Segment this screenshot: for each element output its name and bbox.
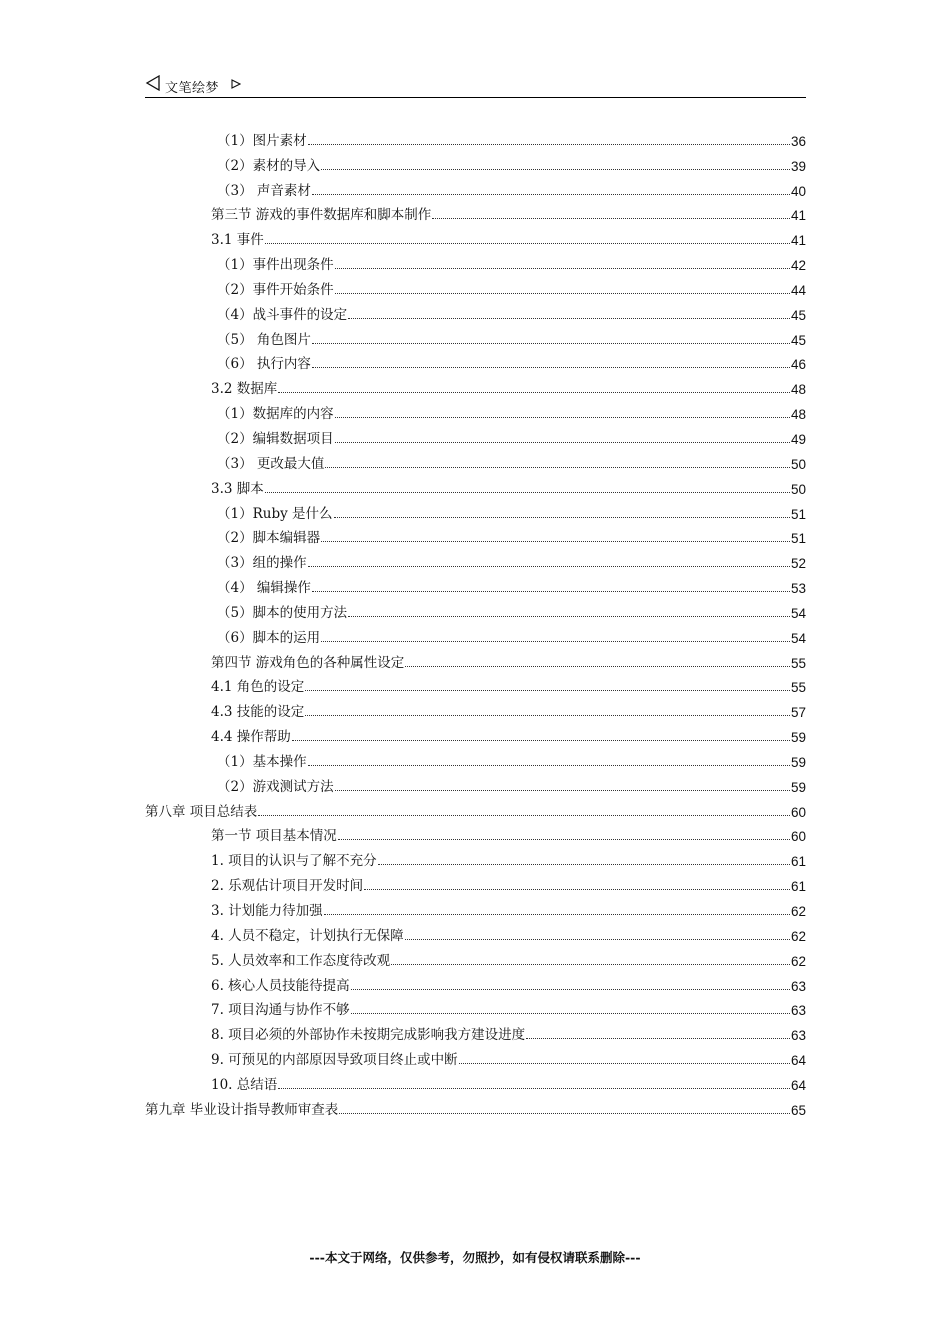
toc-entry-title: （2）脚本编辑器 — [145, 526, 321, 546]
toc-page-number: 48 — [790, 382, 806, 398]
dot-leader — [364, 889, 790, 890]
toc-entry[interactable] — [145, 323, 806, 348]
toc-entry[interactable] — [145, 795, 806, 820]
toc-page-number: 39 — [790, 158, 806, 174]
toc-entry-title: 5. 人员效率和工作态度待改观 — [145, 949, 391, 969]
dot-leader — [258, 815, 790, 816]
toc-entry[interactable] — [145, 820, 806, 845]
dot-leader — [265, 243, 790, 244]
toc-page-number: 40 — [790, 183, 806, 199]
toc-entry[interactable] — [145, 1093, 806, 1118]
toc-entry-title: 第一节 项目基本情况 — [145, 824, 338, 844]
page-header — [145, 72, 806, 98]
toc-entry-title: 8. 项目必须的外部协作未按期完成影响我方建设进度 — [145, 1023, 526, 1043]
toc-entry[interactable] — [145, 174, 806, 199]
toc-entry[interactable] — [145, 745, 806, 770]
dot-leader — [351, 989, 790, 990]
toc-entry[interactable] — [145, 844, 806, 869]
toc-page-number: 59 — [790, 754, 806, 770]
toc-entry[interactable] — [145, 944, 806, 969]
dot-leader — [339, 1113, 790, 1114]
dot-leader — [312, 591, 790, 592]
toc-page-number: 54 — [790, 630, 806, 646]
toc-entry[interactable] — [145, 1043, 806, 1068]
dot-leader — [335, 293, 790, 294]
toc-entry-title: 第三节 游戏的事件数据库和脚本制作 — [145, 203, 432, 223]
toc-page-number: 57 — [790, 705, 806, 721]
dot-leader — [432, 218, 790, 219]
toc-entry[interactable] — [145, 497, 806, 522]
toc-entry[interactable] — [145, 149, 806, 174]
toc-entry[interactable] — [145, 1018, 806, 1043]
dot-leader — [312, 367, 790, 368]
dot-leader — [335, 268, 790, 269]
toc-entry[interactable] — [145, 372, 806, 397]
dot-leader — [405, 666, 790, 667]
toc-entry[interactable] — [145, 695, 806, 720]
toc-page-number: 48 — [790, 407, 806, 423]
toc-entry-title: （3） 声音素材 — [145, 179, 312, 199]
toc-entry-title: （1）图片素材 — [145, 129, 308, 149]
toc-entry-title: （3） 更改最大值 — [145, 452, 325, 472]
toc-entry-title: 第九章 毕业设计指导教师审查表 — [145, 1098, 339, 1118]
toc-entry[interactable] — [145, 273, 806, 298]
toc-entry-title: 3.3 脚本 — [145, 477, 265, 497]
toc-page-number: 42 — [790, 258, 806, 274]
dot-leader — [351, 1013, 790, 1014]
dot-leader — [335, 790, 790, 791]
toc-entry-title: （2）游戏测试方法 — [145, 775, 335, 795]
toc-page-number: 64 — [790, 1077, 806, 1093]
toc-entry-title: （4） 编辑操作 — [145, 576, 312, 596]
toc-page-number: 59 — [790, 730, 806, 746]
toc-entry[interactable] — [145, 969, 806, 994]
toc-entry-title: 4. 人员不稳定，计划执行无保障 — [145, 924, 405, 944]
toc-page-number: 61 — [790, 879, 806, 895]
dot-leader — [378, 864, 790, 865]
toc-entry-title: 2. 乐观估计项目开发时间 — [145, 874, 364, 894]
toc-page-number: 65 — [790, 1102, 806, 1118]
dot-leader — [305, 715, 790, 716]
dot-leader — [321, 641, 790, 642]
dot-leader — [278, 1088, 790, 1089]
toc-entry[interactable] — [145, 248, 806, 273]
toc-entry-title: （6） 执行内容 — [145, 352, 312, 372]
toc-entry-title: 4.3 技能的设定 — [145, 700, 305, 720]
dot-leader — [278, 392, 790, 393]
toc-page-number: 52 — [790, 556, 806, 572]
toc-page-number: 53 — [790, 581, 806, 597]
toc-entry[interactable] — [145, 1068, 806, 1093]
toc-entry-title: 9. 可预见的内部原因导致项目终止或中断 — [145, 1048, 459, 1068]
dot-leader — [312, 194, 790, 195]
toc-entry[interactable] — [145, 546, 806, 571]
dot-leader — [338, 839, 790, 840]
toc-page-number: 64 — [790, 1053, 806, 1069]
dot-leader — [335, 442, 790, 443]
dot-leader — [334, 517, 790, 518]
toc-entry[interactable] — [145, 894, 806, 919]
toc-page-number: 63 — [790, 1003, 806, 1019]
dot-leader — [335, 417, 790, 418]
dot-leader — [308, 765, 790, 766]
dot-leader — [308, 144, 790, 145]
toc-entry-title: 4.1 角色的设定 — [145, 675, 305, 695]
toc-entry[interactable] — [145, 447, 806, 472]
toc-entry-title: （2）素材的导入 — [145, 154, 321, 174]
dot-leader — [405, 939, 790, 940]
dot-leader — [312, 343, 790, 344]
toc-page-number: 62 — [790, 904, 806, 919]
toc-page-number: 50 — [790, 481, 806, 497]
toc-page-number: 46 — [790, 357, 806, 373]
toc-entry[interactable] — [145, 199, 806, 224]
toc-page-number: 55 — [790, 655, 806, 671]
dot-leader — [321, 541, 790, 542]
toc-entry-title: 1. 项目的认识与了解不充分 — [145, 849, 378, 869]
header-title: 文笔绘梦 — [165, 81, 220, 96]
toc-entry-title: 10. 总结语 — [145, 1073, 278, 1093]
toc-page-number: 59 — [790, 779, 806, 795]
toc-page-number: 62 — [790, 928, 806, 944]
toc-entry-title: 第八章 项目总结表 — [145, 800, 258, 820]
toc-page-number: 45 — [790, 332, 806, 348]
toc-page-number: 51 — [790, 506, 806, 522]
toc-entry[interactable] — [145, 522, 806, 547]
toc-entry[interactable] — [145, 770, 806, 795]
toc-entry-title: （1）事件出现条件 — [145, 253, 335, 273]
toc-entry-title: 3. 计划能力待加强 — [145, 899, 324, 919]
dot-leader — [348, 616, 790, 617]
toc-entry-title: 3.2 数据库 — [145, 377, 278, 397]
toc-entry-title: 3.1 事件 — [145, 228, 265, 248]
toc-entry[interactable] — [145, 919, 806, 944]
toc-entry-title: （6）脚本的运用 — [145, 626, 321, 646]
toc-entry[interactable] — [145, 671, 806, 696]
toc-entry-title: （5） 角色图片 — [145, 328, 312, 348]
toc-page-number: 51 — [790, 531, 806, 547]
table-of-contents — [145, 124, 806, 1118]
toc-entry-title: 6. 核心人员技能待提高 — [145, 974, 351, 994]
toc-page-number: 62 — [790, 953, 806, 969]
toc-page-number: 63 — [790, 978, 806, 994]
toc-page-number: 44 — [790, 282, 806, 298]
dot-leader — [292, 740, 790, 741]
toc-page-number: 63 — [790, 1028, 806, 1044]
toc-page-number: 61 — [790, 854, 806, 870]
toc-entry-title: （3）组的操作 — [145, 551, 308, 571]
toc-entry-title: （1）数据库的内容 — [145, 402, 335, 422]
toc-entry[interactable] — [145, 223, 806, 248]
dot-leader — [391, 964, 790, 965]
toc-page-number: 55 — [790, 680, 806, 696]
dot-leader — [305, 690, 790, 691]
toc-entry[interactable] — [145, 124, 806, 149]
toc-entry[interactable] — [145, 596, 806, 621]
toc-entry-title: 4.4 操作帮助 — [145, 725, 292, 745]
toc-page-number: 41 — [790, 208, 806, 224]
toc-entry[interactable] — [145, 298, 806, 323]
toc-entry[interactable] — [145, 646, 806, 671]
dot-leader — [459, 1063, 790, 1064]
dot-leader — [308, 566, 790, 567]
toc-page-number: 36 — [790, 133, 806, 149]
toc-page-number: 60 — [790, 804, 806, 820]
dot-leader — [324, 914, 790, 915]
toc-entry[interactable] — [145, 869, 806, 894]
toc-entry-title: （2）事件开始条件 — [145, 278, 335, 298]
dot-leader — [321, 169, 790, 170]
toc-entry[interactable] — [145, 720, 806, 745]
toc-entry[interactable] — [145, 397, 806, 422]
toc-entry-title: （1）Ruby 是什么 — [145, 502, 334, 522]
toc-entry[interactable] — [145, 472, 806, 497]
dot-leader — [348, 318, 790, 319]
toc-page-number: 60 — [790, 829, 806, 845]
toc-page-number: 49 — [790, 431, 806, 447]
page-footer: ---本文于网络，仅供参考，勿照抄，如有侵权请联系删除--- — [309, 1250, 641, 1265]
dot-leader — [325, 467, 790, 468]
dot-leader — [526, 1038, 790, 1039]
toc-entry-title: 7. 项目沟通与协作不够 — [145, 998, 351, 1018]
toc-entry-title: 第四节 游戏角色的各种属性设定 — [145, 651, 405, 671]
toc-entry-title: （4）战斗事件的设定 — [145, 303, 348, 323]
toc-page-number: 54 — [790, 605, 806, 621]
toc-page-number: 45 — [790, 307, 806, 323]
toc-entry-title: （2）编辑数据项目 — [145, 427, 335, 447]
toc-entry[interactable] — [145, 994, 806, 1019]
dot-leader — [265, 492, 790, 493]
toc-entry-title: （5）脚本的使用方法 — [145, 601, 348, 621]
toc-entry[interactable] — [145, 571, 806, 596]
toc-entry-title: （1）基本操作 — [145, 750, 308, 770]
toc-page-number: 41 — [790, 233, 806, 249]
toc-entry[interactable] — [145, 422, 806, 447]
toc-entry[interactable] — [145, 621, 806, 646]
toc-entry[interactable] — [145, 348, 806, 373]
toc-page-number: 50 — [790, 456, 806, 472]
right-triangle-icon — [231, 76, 241, 94]
